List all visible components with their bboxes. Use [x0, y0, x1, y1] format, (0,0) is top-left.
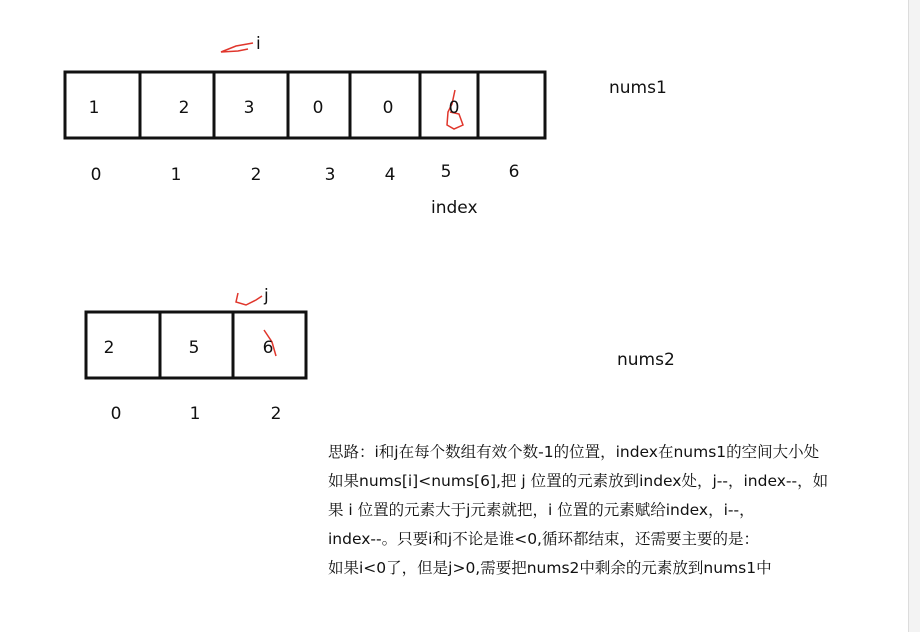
pointer-j-label: j [264, 286, 269, 306]
pointer-j-arrow [236, 293, 262, 305]
nums1-name: nums1 [609, 78, 667, 98]
notes-line: 如果i<0了，但是j>0,需要把nums2中剩余的元素放到nums1中 [328, 559, 772, 577]
nums1-cell: 0 [448, 98, 460, 118]
notes-line: index--。只要i和j不论是谁<0,循环都结束，还需要主要的是： [328, 530, 759, 548]
nums1-index: 2 [250, 165, 262, 185]
nums1-cell: 2 [178, 98, 190, 118]
nums1-index: 6 [508, 162, 520, 182]
algorithm-notes [328, 438, 903, 583]
nums2-cell: 2 [103, 338, 115, 358]
pointer-i-arrow [221, 43, 253, 52]
nums1-cell: 1 [88, 98, 100, 118]
nums2-index: 0 [110, 404, 122, 424]
nums2-cell: 5 [188, 338, 200, 358]
nums2-cell: 6 [262, 338, 274, 358]
nums1-cell: 3 [243, 98, 255, 118]
pointer-i-label: i [256, 34, 261, 54]
nums1-index: 0 [90, 165, 102, 185]
notes-line: 果 i 位置的元素大于j元素就把，i 位置的元素赋给index，i--， [328, 501, 755, 519]
notes-line: 如果nums[i]<nums[6],把 j 位置的元素放到index处，j--，index--，如 [328, 472, 829, 490]
nums2-name: nums2 [617, 350, 675, 370]
nums1-cell: 0 [382, 98, 394, 118]
nums1-cell: 0 [312, 98, 324, 118]
index-label: index [431, 198, 478, 218]
nums1-index: 1 [170, 165, 182, 185]
nums1-index: 5 [440, 162, 452, 182]
notes-line: 思路：i和j在每个数组有效个数-1的位置，index在nums1的空间大小处 [328, 443, 820, 461]
nums2-index: 1 [189, 404, 201, 424]
nums2-index: 2 [270, 404, 282, 424]
nums1-index: 3 [324, 165, 336, 185]
nums1-index: 4 [384, 165, 396, 185]
